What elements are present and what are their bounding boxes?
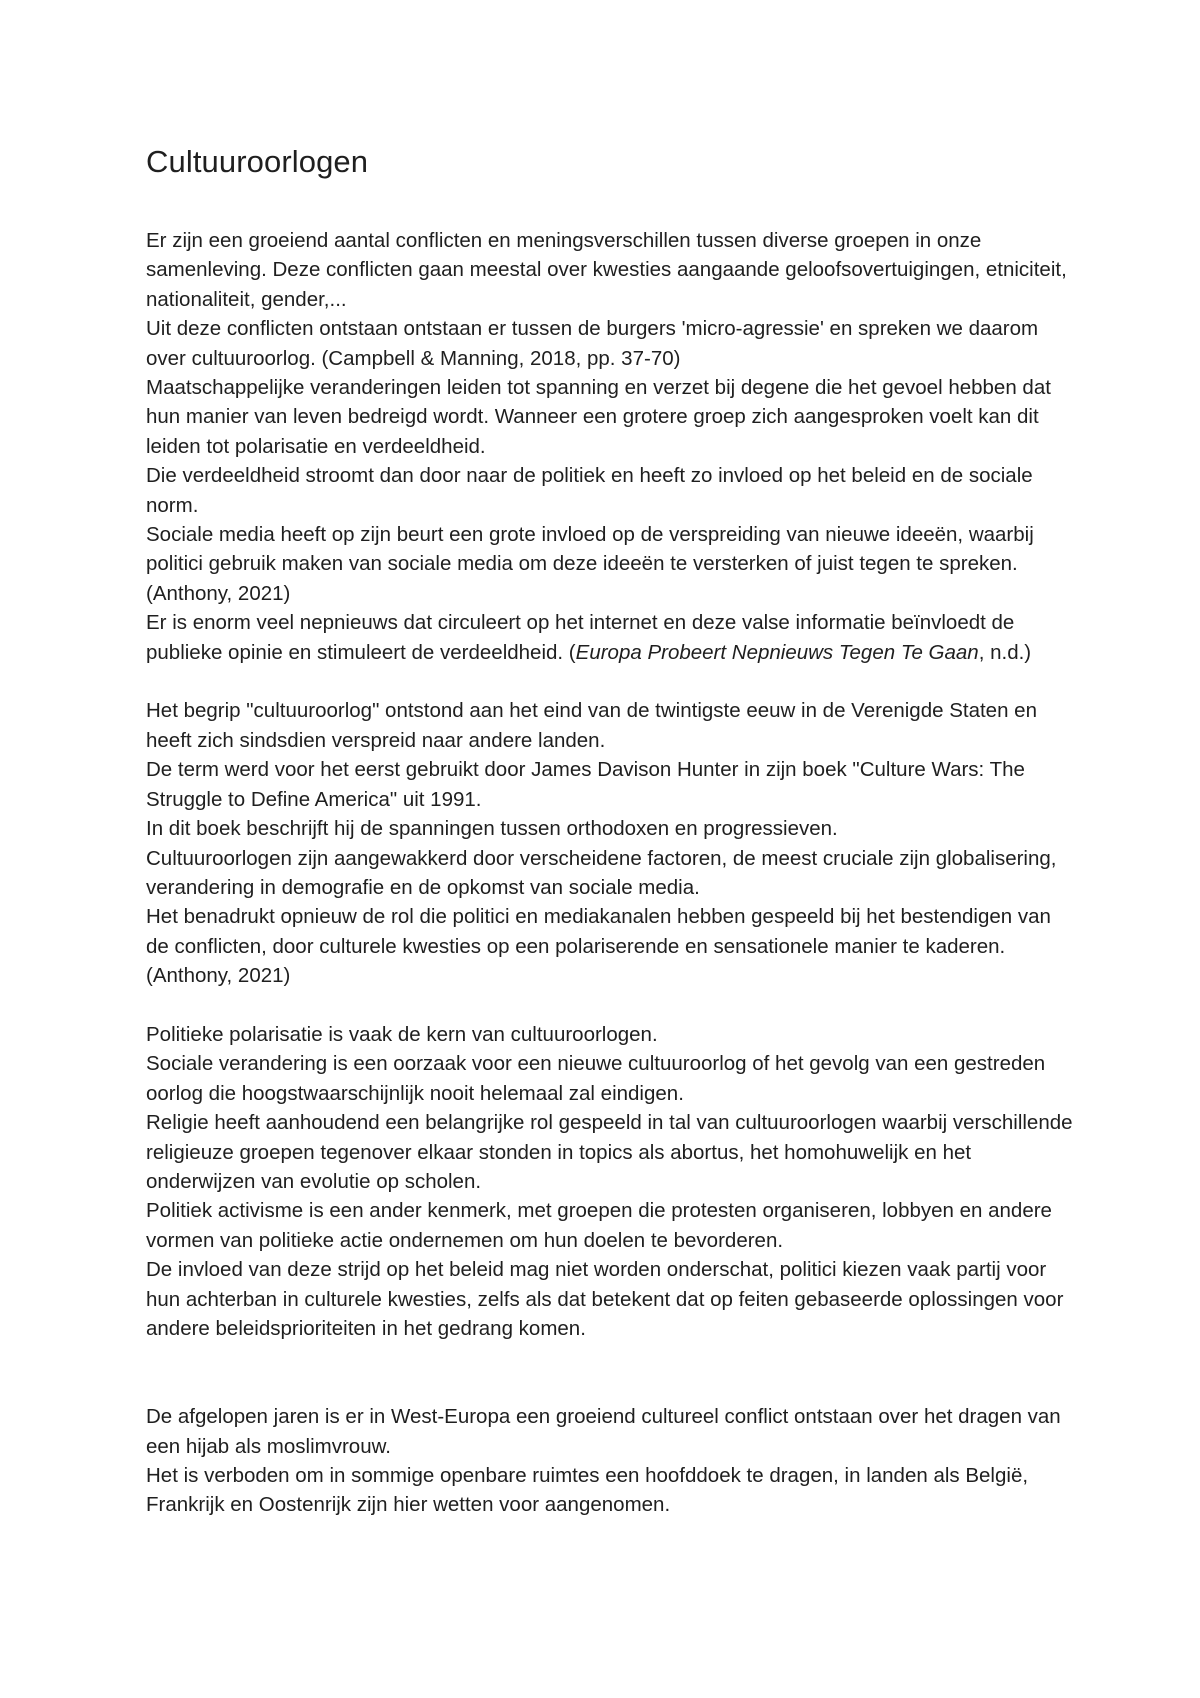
paragraph: Politiek activisme is een ander kenmerk, met groepen die protesten organiseren, lobbyen en andere vormen van politieke actie ondernemen om hun doelen te bevorderen. — [146, 1199, 1052, 1252]
paragraph: De invloed van deze strijd op het beleid mag niet worden onderschat, politici kiezen vaak partij voor hun achterban in culturele kwesties, zelfs als dat betekent dat op feiten gebaseerde oplossingen voor andere beleidsprioriteiten in het gedrang komen. — [146, 1258, 1064, 1340]
paragraph: De afgelopen jaren is er in West-Europa een groeiend cultureel conflict ontstaan over het dragen van een hijab als moslimvrouw. — [146, 1405, 1061, 1458]
paragraph: Sociale media heeft op zijn beurt een grote invloed op de verspreiding van nieuwe ideeën, waarbij politici gebruik maken van sociale media om deze ideeën te versterken of juist tegen te spreken. (Anthony, 2021) — [146, 523, 1034, 605]
paragraph: Die verdeeldheid stroomt dan door naar de politiek en heeft zo invloed op het beleid en de sociale norm. — [146, 464, 1033, 517]
paragraph: Sociale verandering is een oorzaak voor een nieuwe cultuuroorlog of het gevolg van een gestreden oorlog die hoogstwaarschijnlijk nooit helemaal zal eindigen. — [146, 1052, 1046, 1105]
document-body — [146, 140, 1076, 1520]
paragraph: In dit boek beschrijft hij de spanningen tussen orthodoxen en progressieven. — [146, 817, 838, 841]
paragraph: Het begrip "cultuuroorlog" ontstond aan het eind van de twintigste eeuw in de Verenigde Staten en heeft zich sindsdien verspreid naar andere landen. — [146, 699, 1037, 752]
paragraph: Maatschappelijke veranderingen leiden tot spanning en verzet bij degene die het gevoel hebben dat hun manier van leven bedreigd wordt. Wanneer een grotere groep zich aangesproken voelt kan dit leiden tot polarisatie en verdeeldheid. — [146, 376, 1051, 458]
paragraph: Uit deze conflicten ontstaan ontstaan er tussen de burgers 'micro-agressie' en spreken we daarom over cultuuroorlog. (Campbell & Manning, 2018, pp. 37-70) — [146, 317, 1039, 370]
paragraph: Het is verboden om in sommige openbare ruimtes een hoofddoek te dragen, in landen als België, Frankrijk en Oostenrijk zijn hier wetten voor aangenomen. — [146, 1464, 1029, 1517]
paragraph: Er zijn een groeiend aantal conflicten en meningsverschillen tussen diverse groepen in onze samenleving. Deze conflicten gaan meestal over kwesties aangaande geloofsovertuigingen, etniciteit, nationaliteit, gender,... — [146, 229, 1067, 311]
section-polarisation — [146, 1020, 1076, 1343]
citation-tail: , n.d.) — [978, 640, 1032, 664]
paragraph: Cultuuroorlogen zijn aangewakkerd door verscheidene factoren, de meest cruciale zijn globalisering, verandering in demografie en de opkomst van sociale media. — [146, 846, 1057, 899]
paragraph: Religie heeft aanhoudend een belangrijke rol gespeeld in tal van cultuuroorlogen waarbij verschillende religieuze groepen tegenover elkaar stonden in topics als abortus, het homohuwelijk en het onderwijzen van evolutie op scholen. — [146, 1111, 1073, 1193]
paragraph: Het benadrukt opnieuw de rol die politici en mediakanalen hebben gespeeld bij het bestendigen van de conflicten, door culturele kwesties op een polariserende en sensationele manier te kaderen. (Anthony, 2021) — [146, 905, 1051, 988]
section-history — [146, 696, 1076, 990]
paragraph-text: Er is enorm veel nepnieuws dat circuleert op het internet en deze valse informatie beïnvloedt de publieke opinie en stimuleert de verdeeldheid. ( — [146, 611, 1015, 664]
paragraph: Politieke polarisatie is vaak de kern van cultuuroorlogen. — [146, 1022, 658, 1046]
citation-title: Europa Probeert Nepnieuws Tegen Te Gaan — [575, 640, 979, 664]
paragraph: De term werd voor het eerst gebruikt door James Davison Hunter in zijn boek "Culture Wars: The Struggle to Define America" uit 1991. — [146, 758, 1025, 811]
section-hijab — [146, 1402, 1076, 1520]
paragraph-with-citation — [146, 608, 1076, 667]
page-title: Cultuuroorlogen — [146, 144, 369, 179]
section-intro — [146, 226, 1076, 667]
